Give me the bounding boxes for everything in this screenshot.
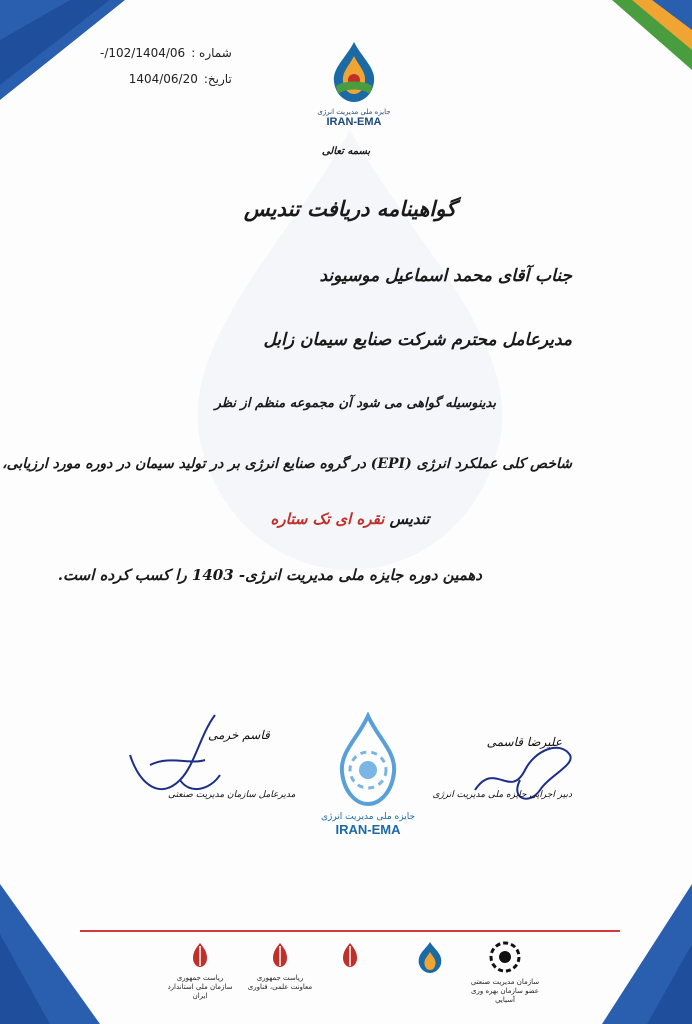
certificate-title: گواهینامه دریافت تندیس bbox=[243, 196, 457, 221]
top-right-ribbon bbox=[562, 0, 692, 130]
left-signer-title: مدیرعامل سازمان مدیریت صنعتی bbox=[168, 790, 296, 800]
iran-ema-emblem-icon bbox=[330, 40, 378, 104]
bottom-left-ribbon bbox=[0, 844, 110, 1024]
bottom-logo-en: IRAN-EMA bbox=[335, 822, 401, 837]
iran-ema-logo-top bbox=[316, 40, 392, 128]
footer-logo-imi bbox=[465, 940, 545, 1005]
award-line bbox=[230, 510, 470, 528]
award-name: نقره ای تک ستاره bbox=[270, 510, 385, 528]
left-signer-name: قاسم خرمی bbox=[208, 728, 270, 742]
bismillah: بسمه تعالی bbox=[321, 146, 371, 157]
iran-emblem-icon bbox=[185, 940, 215, 970]
iran-emblem-icon bbox=[335, 940, 365, 970]
footer-caption-2: ریاست جمهوری معاونت علمی، فناوری bbox=[247, 974, 313, 991]
number-value: 102/1404/06/- bbox=[100, 46, 186, 60]
body-line-2: شاخص کلی عملکرد انرژی (EPI) در گروه صنایع انرژی بر در تولید سیمان در دوره مورد ارزیابی، bbox=[2, 456, 572, 472]
footer-caption-1: ریاست جمهوری سازمان ملی استاندارد ایران bbox=[167, 974, 233, 1000]
flame-logo-icon bbox=[413, 940, 447, 974]
footer-divider bbox=[80, 930, 620, 932]
recipient-name: جناب آقای محمد اسماعیل موسیوند bbox=[319, 266, 572, 286]
award-prefix: تندیس bbox=[389, 510, 430, 528]
date-label: تاریخ: bbox=[203, 72, 232, 86]
right-signer-name: علیرضا قاسمی bbox=[486, 735, 562, 749]
iran-ema-logo-bottom bbox=[318, 712, 418, 837]
footer-logo-energy bbox=[390, 940, 470, 978]
document-meta bbox=[100, 40, 232, 92]
bottom-right-ribbon bbox=[592, 854, 692, 1024]
recipient-position: مدیرعامل محترم شرکت صنایع سیمان زابل bbox=[263, 330, 572, 350]
footer-caption-5: سازمان مدیریت صنعتی عضو سازمان بهره وری آسیایی bbox=[470, 978, 540, 1004]
iran-emblem-icon bbox=[265, 940, 295, 970]
bottom-logo-fa: جایزه ملی مدیریت انرژی bbox=[320, 812, 416, 822]
top-logo-fa: جایزه ملی مدیریت انرژی bbox=[317, 108, 391, 116]
number-label: شماره : bbox=[191, 46, 232, 60]
footer-logo-science bbox=[240, 940, 320, 992]
top-logo-en: IRAN-EMA bbox=[326, 116, 382, 128]
right-signer-title: دبیر اجرایی جایزه ملی مدیریت انرژی bbox=[432, 790, 572, 800]
footer-logo-ministry bbox=[310, 940, 390, 974]
date-value: 1404/06/20 bbox=[128, 72, 198, 86]
body-line-1: بدینوسیله گواهی می شود آن مجموعه منظم از نظر bbox=[214, 396, 496, 411]
iran-ema-emblem-faded-icon bbox=[336, 712, 400, 808]
footer-logo-standard bbox=[160, 940, 240, 1001]
imi-logo-icon bbox=[488, 940, 522, 974]
body-line-4: دهمین دوره جایزه ملی مدیریت انرژی- 1403 را کسب کرده است. bbox=[57, 566, 482, 584]
